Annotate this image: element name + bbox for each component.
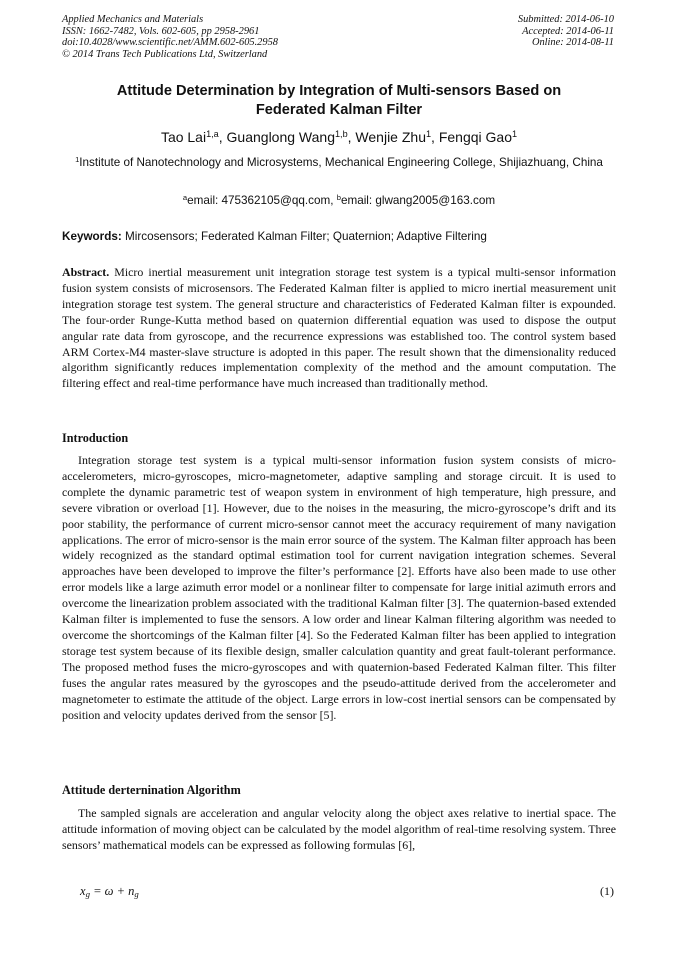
formula-lhs-sub: g — [85, 889, 90, 900]
attitude-heading: Attitude derternination Algorithm — [62, 783, 241, 797]
email-marker: b — [336, 192, 341, 202]
formula-rhs-sub: g — [134, 889, 139, 900]
formula-1 — [80, 884, 139, 899]
accepted-date: Accepted: 2014-06-11 — [522, 25, 614, 37]
keywords-label: Keywords: — [62, 230, 122, 243]
attitude-paragraph: The sampled signals are acceleration and angular velocity along the object axes relative to inertial space. The attitude information of moving object can be calculated by the model algorithm of real-time resolving system. Three sensors’ mathematical models can be expressed as following formulas [6], — [62, 806, 616, 852]
author-name: Wenjie Zhu — [355, 129, 426, 145]
author-separator: , — [431, 129, 439, 145]
introduction-heading: Introduction — [62, 431, 129, 445]
title-line-1: Attitude Determination by Integration of Multi-sensors Based on — [116, 83, 562, 99]
email-a: email: 475362105@qq.com, — [187, 194, 337, 207]
abstract — [62, 265, 616, 392]
paper-title — [70, 82, 608, 120]
formula-lhs: x — [80, 884, 86, 898]
affiliation-text: Institute of Nanotechnology and Microsystems, Mechanical Engineering College, Shijiazhuang, China — [79, 156, 603, 169]
email-line — [62, 193, 616, 208]
keywords-text: Mircosensors; Federated Kalman Filter; Quaternion; Adaptive Filtering — [121, 230, 487, 243]
online-date: Online: 2014-08-11 — [531, 37, 614, 49]
abstract-label: Abstract. — [62, 265, 110, 279]
affiliation-marker: 1 — [75, 154, 80, 164]
author-marker: 1,b — [334, 129, 348, 139]
author-name: Tao Lai — [160, 129, 207, 145]
author-marker: 1 — [512, 129, 518, 139]
email-b: email: glwang2005@163.com — [340, 194, 496, 207]
equation-number: (1) — [600, 884, 614, 898]
author-list — [62, 128, 616, 146]
submitted-date: Submitted: 2014-06-10 — [517, 14, 614, 25]
introduction-paragraph: Integration storage test system is a typical multi-sensor information fusion system consists of micro-accelerometers, micro-gyroscopes, micro-magnetometer, adaptive sampling and storage circuit. It is used to complete the dynamic parametric test of weapon system in environment of high temperature, high pressure, and severe vibration or overload [1]. However, due to the noises in the measuring, the micro-gyroscope’s drift and its poor stability, the performance of current micro-sensor cannot meet the accuracy requirement of many navigation applications. The error of micro-sensor is the main error source of the system. The Kalman filter approach has been widely recognized as the standard optimal estimation tool for current navigation integration schemes. Several approaches have been developed to improve the filter’s performance [2]. Efforts have also been made to use other error models like a large azimuth error model or a nonlinear filter to compensate for large initial azimuth errors and overcome the linearization problem associated with the traditional Kalman filter [3]. The quaternion-based extended Kalman filter is implemented to fuse the sensors. A low order and linear Kalman filtering algorithm was needed to overcome the shortcomings of the Kalman filter [4]. So the Federated Kalman filter has been applied to integration storage test system because of its flexible design, smaller calculation quantity and great fault-tolerant performance. The proposed method fuses the micro-gyroscopes and with quaternion-based Federated Kalman filter. This filter fuses the angular rates measured by the gyroscopes and the pseudo-attitude derived from the accelerometer and magnetometer to estimate the attitude of the object. Large errors in low-cost inertial sensors can be compensated by position and velocity updates derived from the sensor [5]. — [62, 453, 616, 722]
copyright-line: © 2014 Trans Tech Publications Ltd, Switzerland — [62, 48, 268, 60]
email-marker: a — [182, 192, 188, 202]
issn-line: ISSN: 1662-7482, Vols. 602-605, pp 2958-2961 — [62, 25, 260, 37]
keywords — [62, 229, 616, 244]
dates-header — [518, 14, 614, 49]
author-marker: 1,a — [206, 129, 219, 139]
author-separator: , — [347, 129, 356, 145]
author-name: Guanglong Wang — [226, 129, 335, 145]
abstract-text: Micro inertial measurement unit integration storage test system is a typical multi-sensor information fusion system consists of microsensors. The Federated Kalman filter is applied to micro inertial measurement unit integration storage test system. The general structure and characteristics of Federated Kalman filter is expounded. The four-order Runge-Kutta method based on quaternion differential equation was used to dispose the output angular rate data from gyroscope, and the recurrence expressions was established too. The control system based ARM Cortex-M4 master-slave structure is adopted in this paper. The result shown that the dimensionality reduced algorithm significantly reduces implementation complexity of the method and the amount computation. The filtering effect and real-time performance have much increased than traditionally method. — [62, 265, 616, 391]
author-separator: , — [218, 129, 227, 145]
author-marker: 1 — [425, 129, 432, 139]
title-line-2: Federated Kalman Filter — [255, 102, 423, 118]
journal-name: Applied Mechanics and Materials — [62, 14, 204, 25]
doi-line: doi:10.4028/www.scientific.net/AMM.602-605.2958 — [62, 37, 278, 49]
formula-mid: = ω + — [89, 884, 129, 898]
journal-header — [62, 14, 278, 60]
author-name: Fengqi Gao — [438, 129, 512, 145]
affiliation — [62, 155, 616, 171]
formula-rhs: n — [128, 884, 135, 898]
